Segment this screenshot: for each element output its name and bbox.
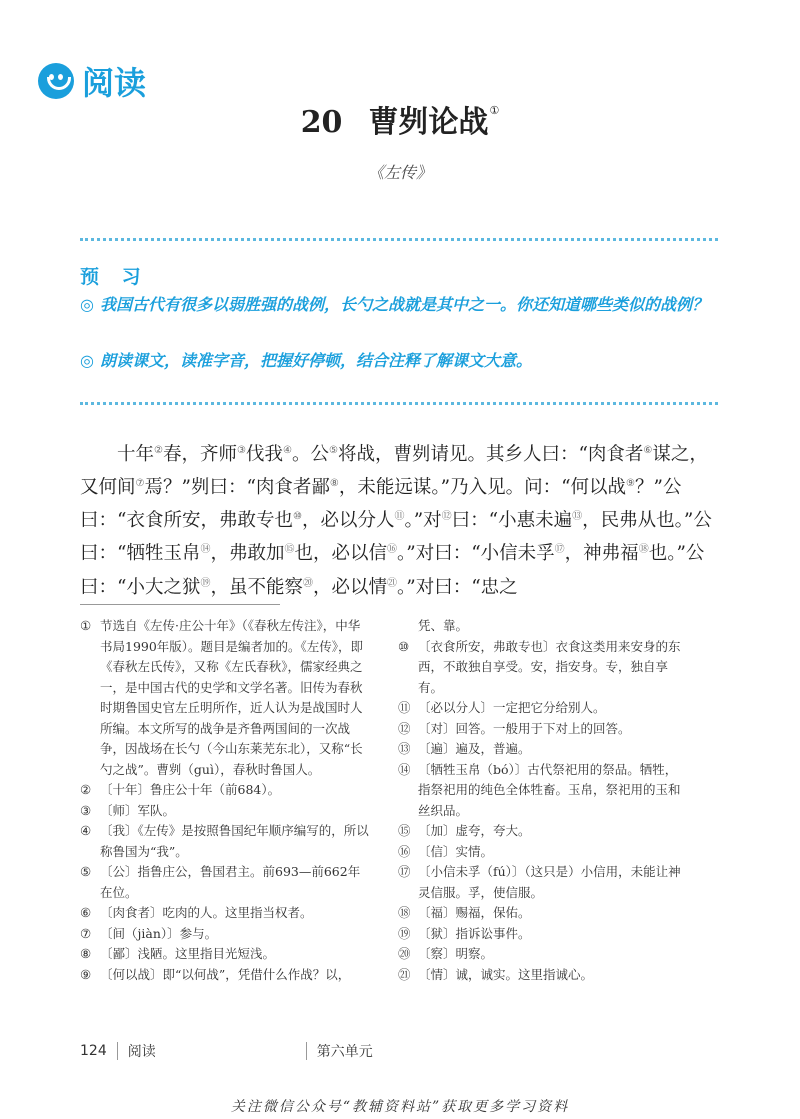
footnote-number: ⑰	[398, 864, 411, 879]
footnote-number: ⑮	[398, 823, 411, 838]
preview-item-text: 朗读课文，读准字音，把握好停顿，结合注释了解课文大意。	[99, 351, 532, 370]
footnote-number: ④	[80, 823, 92, 838]
page-number: 124	[80, 1043, 107, 1059]
footnote-marker: ③	[237, 445, 246, 456]
passage-segment: 也。”公曰：“小大之狱	[80, 543, 705, 598]
footnote-marker: ⑭	[200, 544, 211, 556]
footnote-marker: ⑦	[135, 478, 145, 490]
passage-segment: ，神弗福	[564, 543, 639, 565]
footnotes-left-column	[80, 616, 370, 985]
footnote-text: 〔鄙〕浅陋。这里指目光短浅。	[100, 946, 276, 961]
passage-segment: ？”公曰：“衣食所安，弗敢专也	[80, 477, 682, 532]
footnote-item	[398, 616, 688, 637]
passage-segment: ，虽不能察	[210, 576, 303, 598]
footnote-item	[80, 862, 370, 903]
footnote-number: ⑬	[398, 741, 411, 756]
footnote-number: ⑱	[398, 905, 411, 920]
footnote-item	[398, 719, 688, 740]
bullet-mark: ◎	[80, 351, 94, 370]
footnote-marker: ⑫	[441, 511, 452, 523]
footnote-number: ⑲	[398, 925, 411, 941]
footnote-text: 〔情〕诚，诚实。这里指诚心。	[418, 966, 594, 982]
footnote-text: 〔衣食所安，弗敢专也〕衣食这类用来安身的东西，不敢独自享受。安，指安身。专，独自享有。	[418, 638, 681, 695]
footnote-item	[80, 801, 370, 822]
footnote-text: 〔肉食者〕吃肉的人。这里指当权者。	[100, 905, 313, 920]
footnote-text: 〔何以战〕即“以何战”，凭借什么作战？以，	[100, 966, 351, 982]
footnote-item	[80, 924, 370, 945]
footnote-rule	[80, 604, 280, 605]
preview-heading: 预 习	[80, 266, 149, 288]
footnote-marker: ⑲	[200, 577, 211, 589]
footnote-text: 〔师〕军队。	[100, 802, 176, 818]
smiley-face-icon	[38, 63, 74, 99]
footnote-item	[398, 698, 688, 719]
footnote-item	[80, 780, 370, 801]
footnote-number: ⑥	[80, 905, 92, 920]
footnote-text: 〔十年〕鲁庄公十年（前684）。	[100, 782, 281, 797]
passage-segment: ，弗敢加	[210, 543, 285, 565]
footnote-item	[398, 821, 688, 842]
footnote-marker: ④	[282, 445, 292, 456]
footnote-number: ⑯	[398, 843, 411, 859]
passage-segment: 。”对	[404, 510, 442, 532]
bullet-mark: ◎	[80, 295, 94, 314]
lesson-source: 《左传》	[367, 163, 432, 182]
dotted-divider-top	[80, 238, 718, 241]
dotted-divider-bottom	[80, 402, 718, 405]
passage-segment: ，未能远谋。”乃入见。问：“何以战	[338, 477, 627, 499]
footnote-item	[398, 760, 688, 822]
footnote-item	[398, 924, 688, 945]
footnotes-right-column	[398, 616, 688, 985]
footnote-number: ②	[80, 782, 92, 797]
footnote-marker: ⑱	[638, 544, 649, 556]
footnote-number: ①	[80, 618, 92, 633]
footnote-item	[80, 821, 370, 862]
passage-segment: 。”对曰：“忠之	[397, 576, 518, 598]
footnote-item	[398, 862, 688, 903]
footnote-number: ⑪	[398, 700, 411, 715]
passage-segment: 十年	[117, 444, 155, 466]
footnote-text: 〔加〕虚夸，夸大。	[418, 823, 531, 838]
passage-segment: 曰：“小惠未遍	[451, 510, 573, 532]
footnote-text: 〔察〕明察。	[418, 946, 494, 961]
passage-text	[80, 436, 720, 602]
footnote-marker: ⑬	[572, 511, 583, 523]
footnote-marker: ⑥	[643, 445, 653, 456]
preview-item	[80, 292, 720, 318]
footer-divider	[306, 1042, 307, 1060]
footnote-item	[398, 944, 688, 965]
footnote-item	[398, 739, 688, 760]
footnote-item	[80, 944, 370, 965]
footnote-marker: ⑳	[302, 577, 313, 589]
footnote-item	[398, 965, 688, 986]
passage-segment: ，必以分人	[301, 510, 395, 532]
passage-segment: 伐我	[245, 444, 283, 466]
footnote-number: ⑭	[398, 761, 411, 777]
lesson-title	[0, 97, 800, 141]
footnote-text: 〔遍〕遍及，普遍。	[418, 741, 531, 756]
section-title: 阅读	[82, 64, 147, 102]
promo-banner: 关注微信公众号“教辅资料站”获取更多学习资料	[230, 1099, 570, 1115]
lesson-number: 20	[300, 105, 343, 140]
footnote-number: ⑧	[80, 946, 92, 961]
footnote-number: ⑩	[398, 638, 410, 654]
passage-segment: 谋之，又何间	[80, 444, 708, 499]
footnote-number: ㉑	[398, 966, 411, 982]
footnote-marker: ⑪	[394, 511, 405, 523]
footnote-text: 凭、靠。	[418, 618, 469, 633]
footnote-text: 〔信〕实情。	[418, 843, 494, 859]
footnote-marker: ⑧	[329, 478, 339, 490]
title-footnote-mark: ①	[489, 104, 500, 117]
footnote-item	[398, 637, 688, 699]
footnote-number: ③	[80, 802, 92, 818]
footnote-number: ⑦	[80, 925, 92, 941]
footnote-number: ⑤	[80, 864, 92, 879]
footnote-text: 〔福〕赐福，保佑。	[418, 905, 531, 920]
footnote-text: 〔我〕《左传》是按照鲁国纪年顺序编写的，所以称鲁国为“我”。	[100, 823, 369, 859]
passage-segment: 。”对曰：“小信未孚	[397, 543, 555, 565]
footnote-number: ⑨	[80, 966, 92, 982]
passage-segment: 也，必以信	[294, 543, 387, 565]
footer-section: 阅读	[127, 1044, 156, 1060]
passage-segment: 。公	[291, 444, 329, 466]
footnote-marker: ②	[154, 445, 163, 456]
footer-divider	[117, 1042, 118, 1060]
footnote-item	[80, 965, 370, 986]
footnote-item	[398, 903, 688, 924]
footnote-text: 〔狱〕指诉讼事件。	[418, 925, 531, 941]
page-footer	[80, 1040, 720, 1062]
footnote-marker: ⑰	[554, 544, 565, 556]
footnote-marker: ⑤	[328, 445, 338, 456]
footnote-text: 节选自《左传·庄公十年》（《春秋左传注》，中华书局1990年版）。题目是编者加的。《左传》，即《春秋左氏传》，又称《左氏春秋》，儒家经典之一，是中国古代的史学和文学名著。旧传为春秋时期鲁国史官左丘明所作，近人认为是战国时人所编。本文所写的战争是齐鲁两国间的一次战争，因战场在长勺（今山东莱芜东北），又称“长勺之战”。曹刿（guì），春秋时鲁国人。	[100, 618, 364, 777]
footnote-marker: ⑮	[284, 544, 295, 556]
footnote-marker: ⑨	[626, 478, 636, 490]
footnote-number: ⑫	[398, 720, 411, 736]
footnote-text: 〔对〕回答。一般用于下对上的回答。	[418, 720, 631, 736]
preview-item	[80, 348, 720, 374]
passage-segment: ，必以情	[312, 576, 387, 598]
footer-unit: 第六单元	[316, 1044, 373, 1060]
footnote-item	[80, 903, 370, 924]
footnote-item	[80, 616, 370, 780]
passage-segment: 焉？”刿曰：“肉食者鄙	[144, 477, 330, 499]
footnote-text: 〔小信未孚（fú）〕（这只是）小信用，未能让神灵信服。孚，使信服。	[418, 864, 681, 900]
footnote-text: 〔公〕指鲁庄公，鲁国君主。前693—前662年在位。	[100, 864, 361, 900]
footnote-text: 〔牺牲玉帛（bó）〕古代祭祀用的祭品。牺牲，指祭祀用的纯色全体牲畜。玉帛，祭祀用的玉和丝织品。	[418, 761, 681, 818]
footnote-text: 〔间（jiàn）〕参与。	[100, 925, 218, 941]
footnote-marker: ⑩	[292, 511, 302, 523]
lesson-title-text: 曹刿论战	[368, 105, 489, 140]
footnote-marker: ㉑	[387, 577, 397, 589]
footnote-number: ⑳	[398, 946, 411, 961]
footnote-marker: ⑯	[387, 544, 397, 556]
footnote-text: 〔必以分人〕一定把它分给别人。	[418, 700, 606, 715]
passage-segment: 将战，曹刿请见。其乡人曰：“肉食者	[337, 444, 644, 466]
passage-segment: 春，齐师	[162, 444, 237, 466]
passage-segment: ，民弗从也。”公曰：“牺牲玉帛	[80, 510, 712, 565]
footnote-item	[398, 842, 688, 863]
preview-item-text: 我国古代有很多以弱胜强的战例，长勺之战就是其中之一。你还知道哪些类似的战例？	[99, 295, 708, 314]
